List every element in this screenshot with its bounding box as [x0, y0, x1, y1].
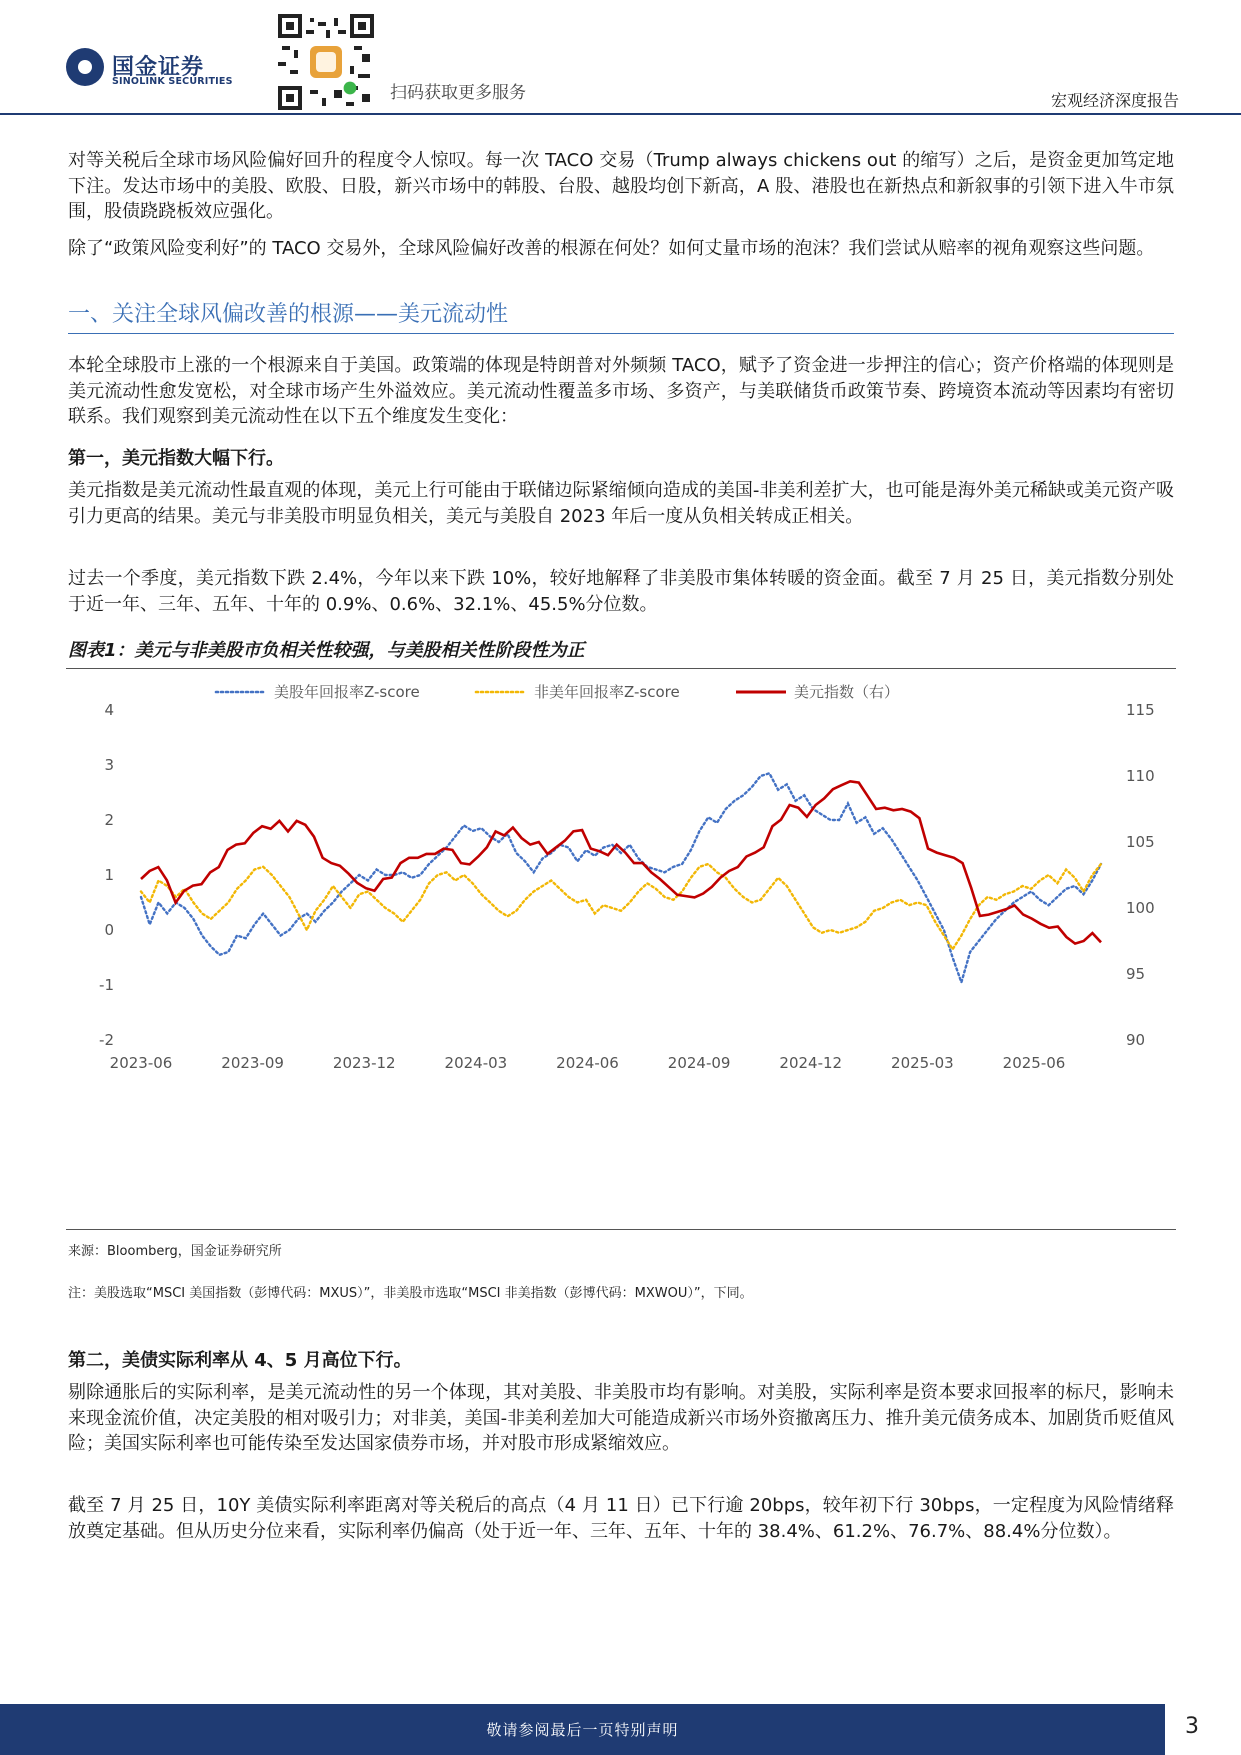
x-tick-label: 2023-09 — [221, 1054, 284, 1072]
paragraph-1: 对等关税后全球市场风险偏好回升的程度令人惊叹。每一次 TACO 交易（Trump always chickens out 的缩写）之后，是资金更加笃定地下注。发达市场中的美股、欧股、日股，新兴市场中的韩股、台股、越股均创下新高，A 股、港股也在新热点和新叙事的引领下进入牛市氛围，股债跷跷板效应强化。 — [68, 150, 1174, 222]
series-line-2 — [141, 781, 1101, 943]
y-left-tick-label: -1 — [99, 976, 114, 994]
paragraph-3: 本轮全球股市上涨的一个根源来自于美国。政策端的体现是特朗普对外频频 TACO，赋予了资金进一步押注的信心；资产价格端的体现则是美元流动性愈发宽松，对全球市场产生外溢效应。美元流动性覆盖多市场、多资产，与美联储货币政策节奏、跨境资本流动等因素均有密切联系。我们观察到美元流动性在以下五个维度发生变化： — [68, 355, 1174, 427]
x-tick-label: 2024-03 — [444, 1054, 508, 1072]
y-right-tick-label: 100 — [1126, 899, 1155, 917]
figure-title: 图表1：美元与非美股市负相关性较强，与美股相关性阶段性为正 — [68, 640, 585, 661]
paragraph-2: 除了“政策风险变利好”的 TACO 交易外，全球风险偏好改善的根源在何处？如何丈量市场的泡沫？我们尝试从赔率的视角观察这些问题。 — [68, 238, 1155, 259]
logo-en: SINOLINK SECURITIES — [112, 76, 233, 87]
series-line-1 — [141, 864, 1101, 949]
y-left-tick-label: -2 — [99, 1031, 114, 1049]
header-divider — [0, 113, 1241, 115]
legend-label: 非美年回报率Z-score — [534, 683, 680, 701]
paragraph-7: 截至 7 月 25 日，10Y 美债实际利率距离对等关税后的高点（4 月 11 日）已下行逾 20bps，较年初下行 30bps，一定程度为风险情绪释放奠定基础。但从历史分位来看，实际利率仍偏高（处于近一年、三年、五年、十年的 38.4%、61.2%、76.7%、88.4%分位数）。 — [68, 1495, 1174, 1542]
page-number: 3 — [1185, 1714, 1199, 1739]
x-tick-label: 2024-06 — [556, 1054, 619, 1072]
series-line-0 — [141, 773, 1101, 982]
subheading-2: 第二，美债实际利率从 4、5 月高位下行。 — [68, 1350, 412, 1371]
section-divider — [68, 333, 1174, 334]
y-right-tick-label: 110 — [1126, 767, 1155, 785]
figure-bottom-rule — [66, 1229, 1176, 1230]
x-tick-label: 2024-12 — [779, 1054, 843, 1072]
logo-cn: 国金证券 — [112, 55, 205, 80]
paragraph-5: 过去一个季度，美元指数下跌 2.4%，今年以来下跌 10%，较好地解释了非美股市集体转暖的资金面。截至 7 月 25 日，美元指数分别处于近一年、三年、五年、十年的 0.9%、0.6%、32.1%、45.5%分位数。 — [68, 568, 1174, 615]
x-tick-label: 2025-06 — [1002, 1054, 1066, 1072]
x-tick-label: 2023-12 — [332, 1054, 396, 1072]
y-left-tick-label: 2 — [104, 811, 114, 829]
qr-caption: 扫码获取更多服务 — [390, 83, 526, 103]
subheading-1: 第一，美元指数大幅下行。 — [68, 448, 284, 469]
legend-label: 美股年回报率Z-score — [274, 683, 420, 701]
legend-label: 美元指数（右） — [794, 683, 900, 701]
y-left-tick-label: 1 — [104, 866, 114, 884]
x-tick-label: 2023-06 — [109, 1054, 173, 1072]
y-left-tick-label: 0 — [104, 921, 114, 939]
section-heading: 一、关注全球风偏改善的根源——美元流动性 — [68, 302, 509, 327]
y-left-tick-label: 4 — [104, 701, 114, 719]
y-right-tick-label: 115 — [1126, 701, 1155, 719]
report-type: 宏观经济深度报告 — [1050, 91, 1179, 110]
x-tick-label: 2025-03 — [891, 1054, 954, 1072]
x-tick-label: 2024-09 — [667, 1054, 731, 1072]
paragraph-6: 剔除通胀后的实际利率，是美元流动性的另一个体现，其对美股、非美股市均有影响。对美股，实际利率是资本要求回报率的标尺，影响未来现金流价值，决定美股的相对吸引力；对非美，美国-非美利差加大可能造成新兴市场外资撤离压力、推升美元债务成本、加剧货币贬值风险；美国实际利率也可能传染至发达国家债券市场，并对股市形成紧缩效应。 — [68, 1382, 1174, 1454]
y-right-tick-label: 105 — [1126, 833, 1155, 851]
qr-code-icon[interactable] — [278, 14, 374, 110]
footer-notice[interactable]: 敬请参阅最后一页特别声明 — [486, 1721, 679, 1739]
figure-note: 注：美股选取“MSCI 美国指数（彭博代码：MXUS）”，非美股市选取“MSCI 非美指数（彭博代码：MXWOU）”，下同。 — [68, 1286, 753, 1301]
y-right-tick-label: 95 — [1126, 965, 1146, 983]
figure-top-rule — [66, 668, 1176, 669]
y-left-tick-label: 3 — [104, 756, 114, 774]
chart-usd-vs-equity — [66, 670, 1176, 1228]
paragraph-4: 美元指数是美元流动性最直观的体现，美元上行可能由于联储边际紧缩倾向造成的美国-非美利差扩大，也可能是海外美元稀缺或美元资产吸引力更高的结果。美元与非美股市明显负相关，美元与美股自 2023 年后一度从负相关转成正相关。 — [68, 480, 1174, 527]
figure-source: 来源：Bloomberg，国金证券研究所 — [68, 1244, 282, 1259]
y-right-tick-label: 90 — [1126, 1031, 1146, 1049]
logo-mark — [66, 48, 104, 86]
